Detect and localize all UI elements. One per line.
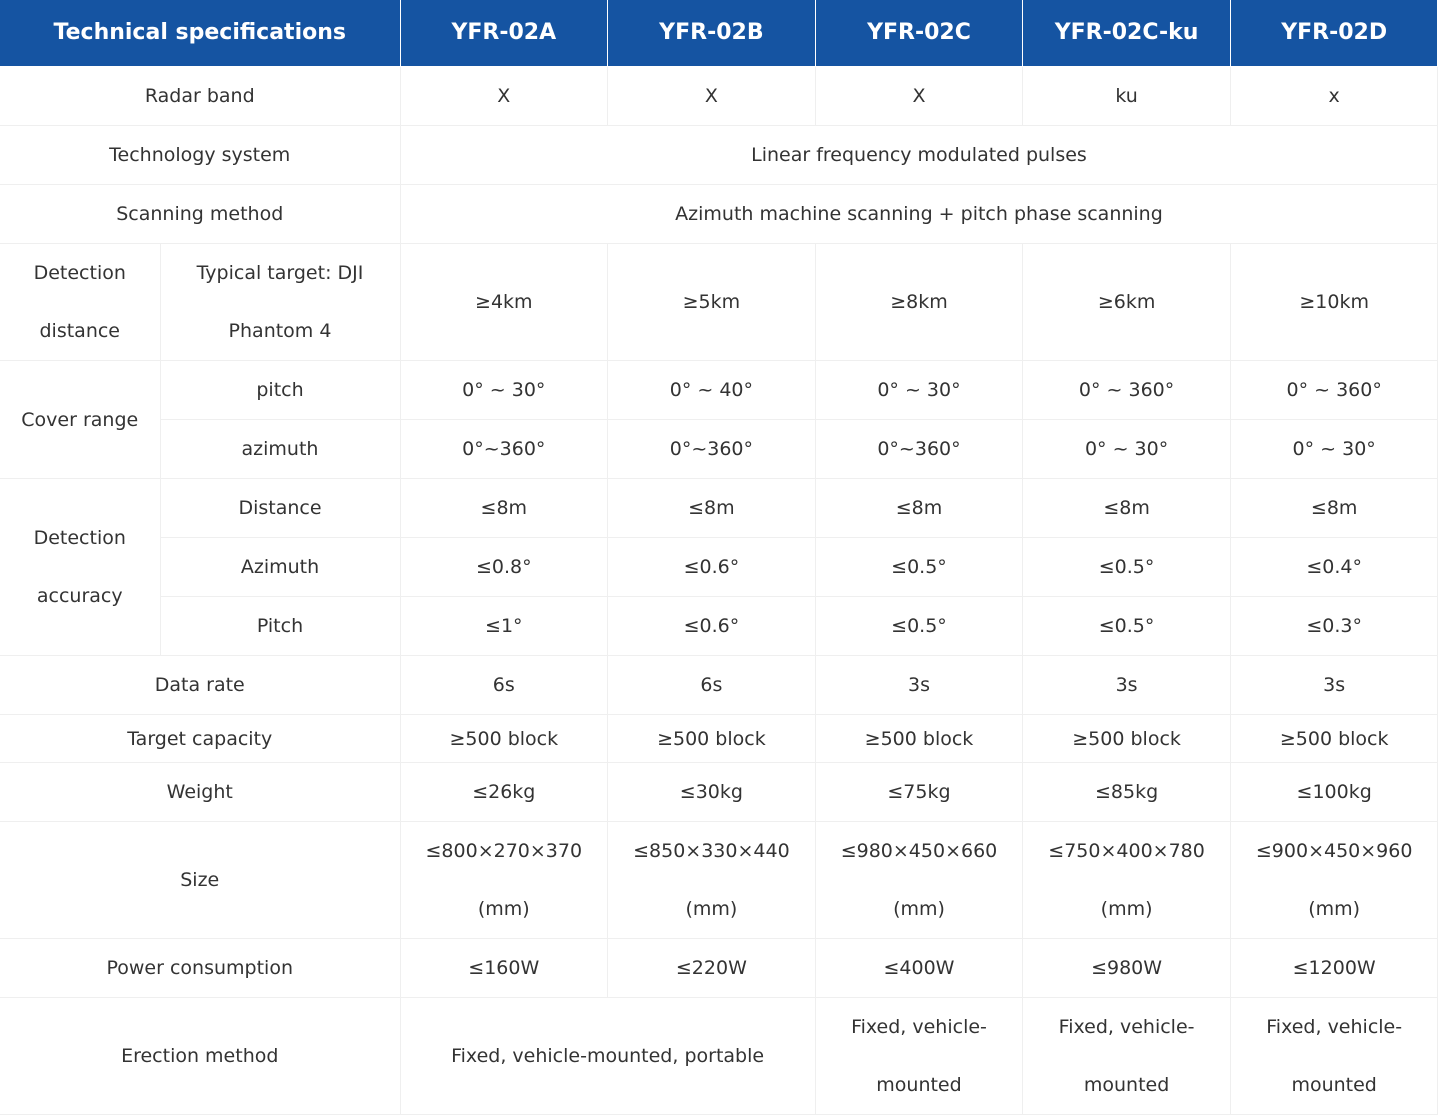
- cell: ≥5km: [608, 244, 816, 361]
- header-label: Technical specifications: [0, 0, 400, 67]
- cell: ≤220W: [608, 939, 816, 998]
- row-label: Weight: [0, 763, 400, 822]
- row-label: Detection accuracy: [0, 479, 160, 656]
- header-model: YFR-02B: [608, 0, 816, 67]
- cell: 0°~360°: [608, 420, 816, 479]
- cell: ≤0.6°: [608, 538, 816, 597]
- cell: Linear frequency modulated pulses: [400, 126, 1438, 185]
- row-detection-distance: [0, 244, 1438, 361]
- cell: ≤0.8°: [400, 538, 608, 597]
- row-accuracy-distance: [0, 479, 1438, 538]
- cell: ≤0.5°: [1023, 597, 1231, 656]
- cell: Fixed, vehicle-mounted: [1230, 998, 1438, 1115]
- header-row: [0, 0, 1438, 67]
- cell: 3s: [1023, 656, 1231, 715]
- cell: Fixed, vehicle-mounted: [1023, 998, 1231, 1115]
- row-erection-method: [0, 998, 1438, 1115]
- cell: 0° ~ 30°: [400, 361, 608, 420]
- row-label: Radar band: [0, 67, 400, 126]
- cell: ≥500 block: [1023, 715, 1231, 763]
- cell: ≤75kg: [815, 763, 1023, 822]
- cell: 0° ~ 360°: [1023, 361, 1231, 420]
- row-label: Size: [0, 822, 400, 939]
- cell: 0° ~ 30°: [1230, 420, 1438, 479]
- row-power: [0, 939, 1438, 998]
- cell: ≥4km: [400, 244, 608, 361]
- cell: ≥8km: [815, 244, 1023, 361]
- row-accuracy-pitch: [0, 597, 1438, 656]
- row-sublabel: Typical target: DJI Phantom 4: [160, 244, 400, 361]
- cell: 0° ~ 360°: [1230, 361, 1438, 420]
- row-target-capacity: [0, 715, 1438, 763]
- row-accuracy-azimuth: [0, 538, 1438, 597]
- row-cover-range-azimuth: [0, 420, 1438, 479]
- cell: ≤100kg: [1230, 763, 1438, 822]
- cell: 6s: [608, 656, 816, 715]
- cell: ≤8m: [815, 479, 1023, 538]
- cell: ku: [1023, 67, 1231, 126]
- row-data-rate: [0, 656, 1438, 715]
- cell: ≤750×400×780 (mm): [1023, 822, 1231, 939]
- cell: ≤30kg: [608, 763, 816, 822]
- row-scanning-method: [0, 185, 1438, 244]
- cell: 0°~360°: [815, 420, 1023, 479]
- cell: ≤8m: [1023, 479, 1231, 538]
- cell: Fixed, vehicle-mounted, portable: [400, 998, 815, 1115]
- cell: ≤26kg: [400, 763, 608, 822]
- cell: ≤160W: [400, 939, 608, 998]
- cell: ≤800×270×370 (mm): [400, 822, 608, 939]
- row-sublabel: Azimuth: [160, 538, 400, 597]
- row-label: Scanning method: [0, 185, 400, 244]
- cell: ≤8m: [608, 479, 816, 538]
- row-label: Target capacity: [0, 715, 400, 763]
- cell: ≥500 block: [815, 715, 1023, 763]
- cell: ≤0.4°: [1230, 538, 1438, 597]
- cell: ≤1°: [400, 597, 608, 656]
- row-size: [0, 822, 1438, 939]
- header-model: YFR-02C-ku: [1023, 0, 1231, 67]
- row-radar-band: [0, 67, 1438, 126]
- cell: ≤0.5°: [815, 597, 1023, 656]
- row-cover-range-pitch: [0, 361, 1438, 420]
- cell: 0° ~ 30°: [815, 361, 1023, 420]
- row-label: Detection distance: [0, 244, 160, 361]
- row-label: Cover range: [0, 361, 160, 479]
- cell: 3s: [815, 656, 1023, 715]
- cell: ≤8m: [1230, 479, 1438, 538]
- cell: ≤980×450×660 (mm): [815, 822, 1023, 939]
- cell: ≤0.5°: [1023, 538, 1231, 597]
- header-model: YFR-02A: [400, 0, 608, 67]
- row-label: Power consumption: [0, 939, 400, 998]
- row-technology-system: [0, 126, 1438, 185]
- cell: ≤0.3°: [1230, 597, 1438, 656]
- row-sublabel: azimuth: [160, 420, 400, 479]
- cell: X: [400, 67, 608, 126]
- cell: 6s: [400, 656, 608, 715]
- cell: ≤8m: [400, 479, 608, 538]
- cell: 0°~360°: [400, 420, 608, 479]
- row-label: Data rate: [0, 656, 400, 715]
- cell: ≤1200W: [1230, 939, 1438, 998]
- cell: ≤850×330×440 (mm): [608, 822, 816, 939]
- cell: ≥6km: [1023, 244, 1231, 361]
- row-label: Erection method: [0, 998, 400, 1115]
- cell: ≤85kg: [1023, 763, 1231, 822]
- cell: ≤400W: [815, 939, 1023, 998]
- row-label: Technology system: [0, 126, 400, 185]
- cell: X: [815, 67, 1023, 126]
- cell: ≤0.6°: [608, 597, 816, 656]
- cell: ≤980W: [1023, 939, 1231, 998]
- cell: 3s: [1230, 656, 1438, 715]
- cell: X: [608, 67, 816, 126]
- cell: ≥500 block: [1230, 715, 1438, 763]
- header-model: YFR-02D: [1230, 0, 1438, 67]
- row-sublabel: Pitch: [160, 597, 400, 656]
- cell: ≤0.5°: [815, 538, 1023, 597]
- row-sublabel: pitch: [160, 361, 400, 420]
- cell: ≤900×450×960 (mm): [1230, 822, 1438, 939]
- cell: x: [1230, 67, 1438, 126]
- cell: ≥500 block: [608, 715, 816, 763]
- row-weight: [0, 763, 1438, 822]
- cell: ≥10km: [1230, 244, 1438, 361]
- header-model: YFR-02C: [815, 0, 1023, 67]
- cell: 0° ~ 40°: [608, 361, 816, 420]
- cell: Azimuth machine scanning + pitch phase scanning: [400, 185, 1438, 244]
- cell: Fixed, vehicle-mounted: [815, 998, 1023, 1115]
- cell: ≥500 block: [400, 715, 608, 763]
- cell: 0° ~ 30°: [1023, 420, 1231, 479]
- row-sublabel: Distance: [160, 479, 400, 538]
